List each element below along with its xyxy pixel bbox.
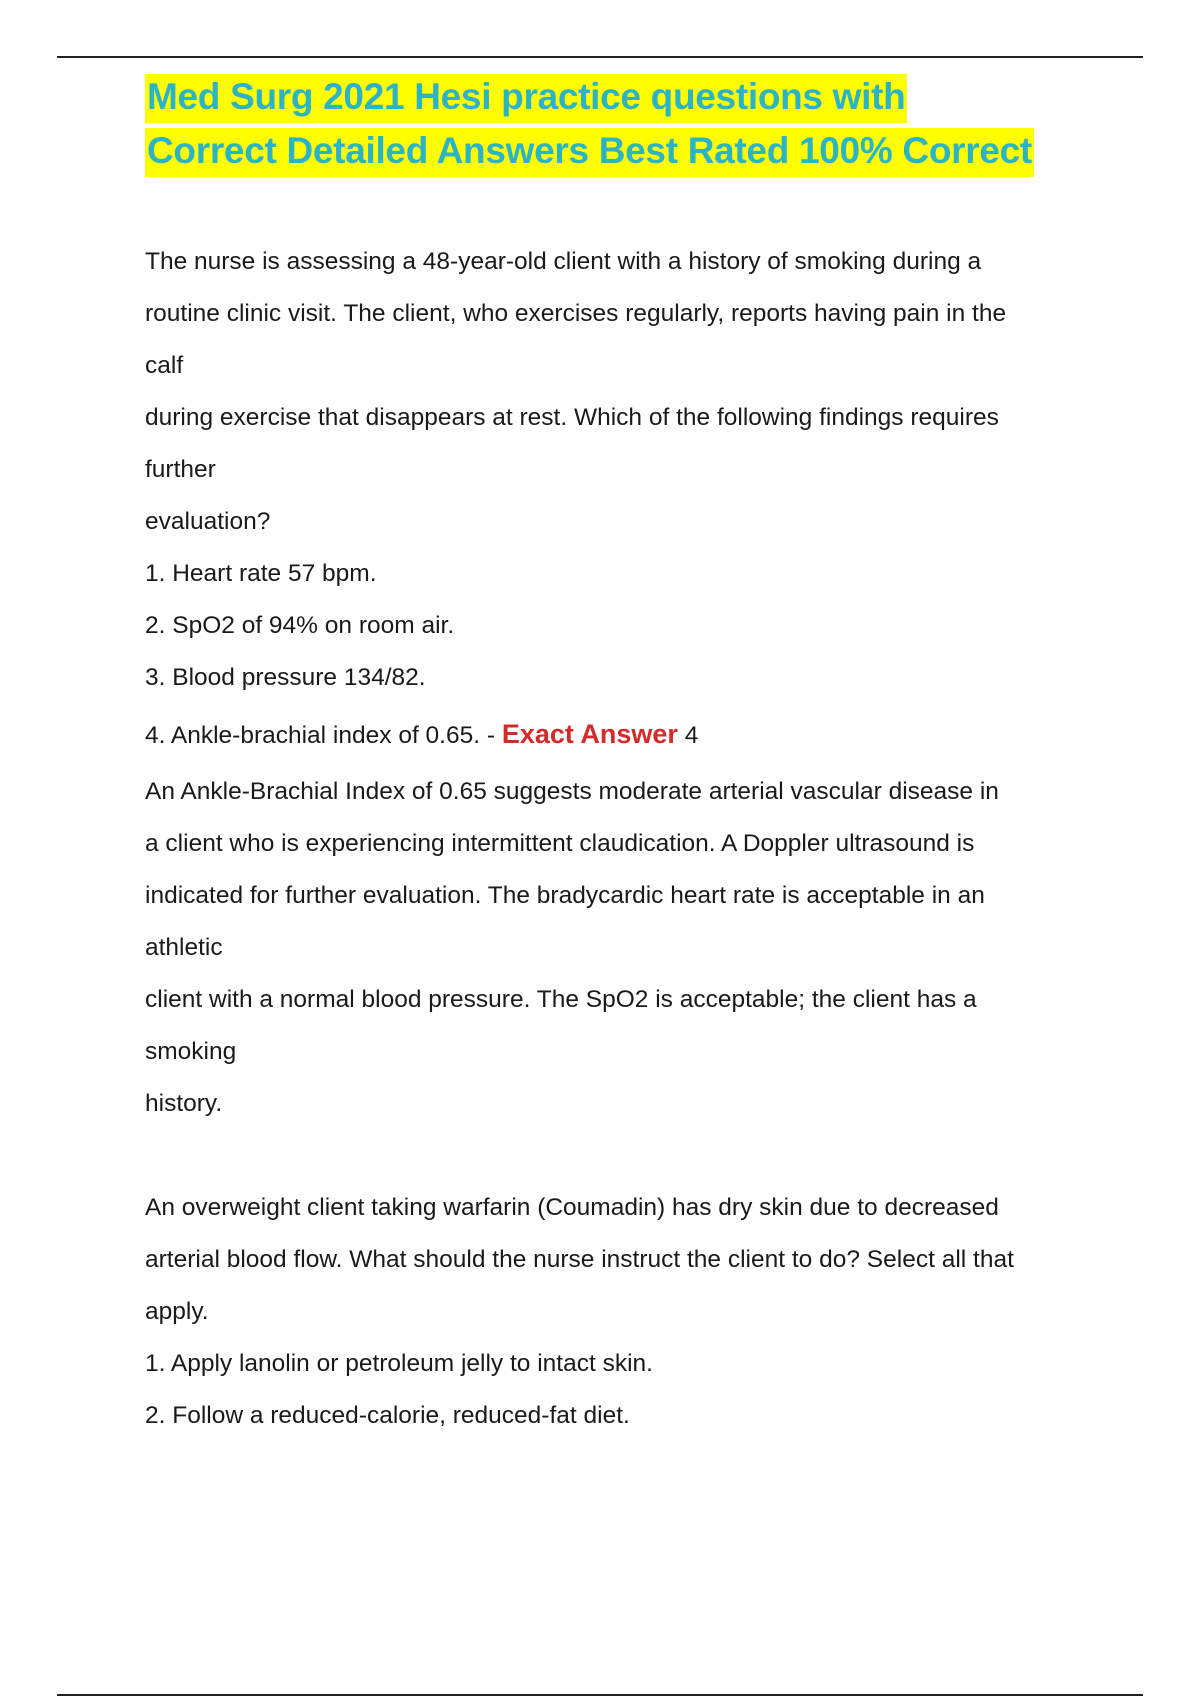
footer-rule bbox=[57, 1694, 1143, 1696]
question-1-stem-line: during exercise that disappears at rest. Which of the following findings requires bbox=[145, 404, 999, 431]
question-1 bbox=[145, 236, 1085, 1130]
question-1-stem-line: calf bbox=[145, 352, 184, 379]
question-1-stem-line: evaluation? bbox=[145, 508, 271, 535]
question-1-option-2: 2. SpO2 of 94% on room air. bbox=[145, 612, 455, 639]
question-2 bbox=[145, 1182, 1085, 1442]
question-1-rationale-line: An Ankle-Brachial Index of 0.65 suggests moderate arterial vascular disease in bbox=[145, 778, 999, 805]
question-spacer bbox=[145, 1130, 1085, 1182]
document-title bbox=[145, 70, 1085, 178]
question-1-rationale-line: history. bbox=[145, 1090, 223, 1117]
question-1-stem-line: routine clinic visit. The client, who exercises regularly, reports having pain in the bbox=[145, 300, 1007, 327]
question-2-stem-line: arterial blood flow. What should the nurse instruct the client to do? Select all that bbox=[145, 1246, 1014, 1273]
title-line-1: Med Surg 2021 Hesi practice questions with bbox=[145, 74, 907, 123]
header-rule bbox=[57, 56, 1143, 58]
question-1-rationale-line: indicated for further evaluation. The bradycardic heart rate is acceptable in an bbox=[145, 882, 985, 909]
exact-answer-value: 4 bbox=[677, 722, 699, 749]
question-1-rationale-line: athletic bbox=[145, 934, 223, 961]
question-1-rationale-line: smoking bbox=[145, 1038, 237, 1065]
question-1-option-4 bbox=[145, 704, 1085, 766]
question-2-option-1: 1. Apply lanolin or petroleum jelly to intact skin. bbox=[145, 1350, 653, 1377]
exact-answer-label: Exact Answer bbox=[501, 719, 678, 749]
title-line-2: Correct Detailed Answers Best Rated 100% Correct bbox=[145, 128, 1034, 177]
question-1-option-3: 3. Blood pressure 134/82. bbox=[145, 664, 426, 691]
question-1-rationale-line: client with a normal blood pressure. The SpO2 is acceptable; the client has a bbox=[145, 986, 977, 1013]
question-1-option-4-text: 4. Ankle-brachial index of 0.65. - bbox=[145, 722, 502, 749]
question-1-stem-line: further bbox=[145, 456, 216, 483]
question-1-rationale-line: a client who is experiencing intermittent claudication. A Doppler ultrasound is bbox=[145, 830, 975, 857]
question-2-option-2: 2. Follow a reduced-calorie, reduced-fat diet. bbox=[145, 1402, 630, 1429]
document-body bbox=[145, 70, 1085, 1442]
question-1-stem-line: The nurse is assessing a 48-year-old client with a history of smoking during a bbox=[145, 248, 982, 275]
question-2-stem-line: apply. bbox=[145, 1298, 209, 1325]
question-2-stem-line: An overweight client taking warfarin (Coumadin) has dry skin due to decreased bbox=[145, 1194, 999, 1221]
question-1-option-1: 1. Heart rate 57 bpm. bbox=[145, 560, 377, 587]
